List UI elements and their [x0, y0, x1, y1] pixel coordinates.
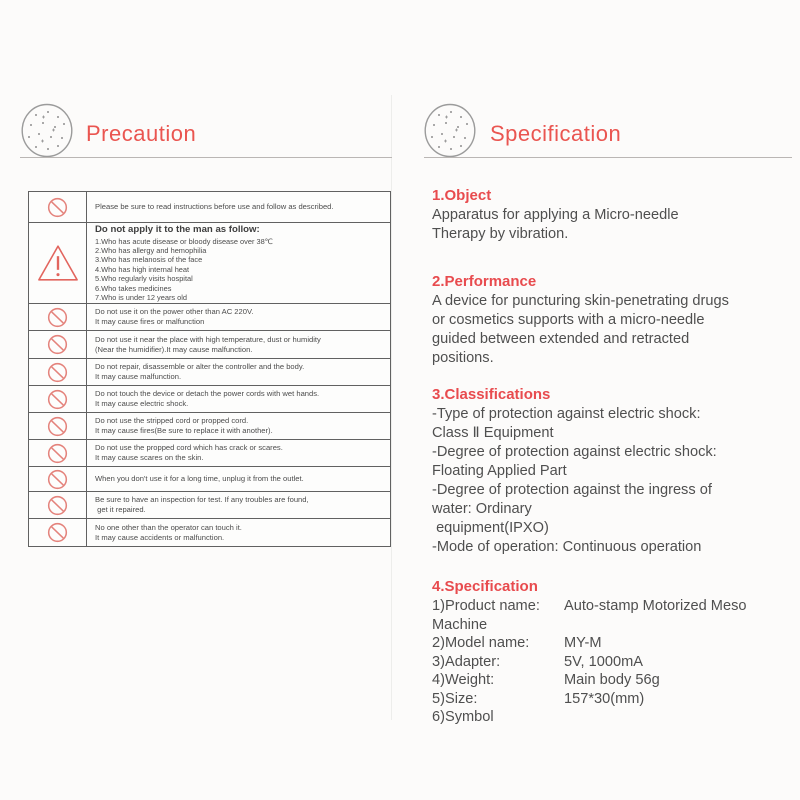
prohibition-icon	[29, 331, 87, 358]
precaution-text: (Near the humidifier).It may cause malfunction.	[95, 344, 253, 354]
table-row	[29, 223, 390, 304]
table-row	[29, 440, 390, 467]
table-row	[29, 492, 390, 519]
spec-label: 5)Size:	[432, 690, 478, 707]
precaution-list-item: 2.Who has allergy and hemophilia	[95, 245, 207, 255]
prohibition-icon	[29, 519, 87, 546]
spec-value: 5V, 1000mA	[564, 653, 643, 670]
section-text: positions.	[432, 350, 494, 366]
spec-label: 1)Product name:	[432, 598, 540, 614]
section-text: A device for puncturing skin-penetrating drugs	[432, 293, 729, 309]
precaution-list-item: 3.Who has melanosis of the face	[95, 255, 203, 265]
section-text: Class Ⅱ Equipment	[432, 425, 554, 441]
specification-header-rule	[424, 157, 792, 158]
spec-item	[432, 653, 784, 672]
spec-item-clipped	[432, 708, 784, 727]
specification-title: Specification	[490, 121, 622, 146]
precaution-text: When you don't use it for a long time, unplug it from the outlet.	[95, 474, 304, 484]
table-row	[29, 331, 390, 359]
prohibition-icon	[29, 467, 87, 491]
section-text: Therapy by vibration.	[432, 226, 569, 242]
precaution-list-item: 5.Who regularly visits hospital	[95, 274, 193, 284]
precaution-list-item: 1.Who has acute disease or bloody disease over 38℃	[95, 236, 273, 246]
prohibition-icon	[29, 359, 87, 385]
section-text: -Type of protection against electric shock:	[432, 406, 701, 422]
section-text: Apparatus for applying a Micro-needle	[432, 207, 679, 223]
table-row	[29, 467, 390, 492]
section-heading-performance: 2.Performance	[432, 273, 537, 290]
prohibition-icon	[29, 304, 87, 330]
dotted-circle-icon	[424, 103, 476, 158]
spec-value: Main body 56g	[564, 672, 660, 688]
section-text: -Mode of operation: Continuous operation	[432, 539, 702, 555]
precaution-text: Do not use the propped cord which has crack or scares.	[95, 443, 283, 453]
table-row	[29, 413, 390, 440]
dotted-circle-icon	[21, 103, 73, 158]
precaution-text: Do not repair, disassemble or alter the controller and the body.	[95, 362, 305, 372]
section-heading-specification: 4.Specification	[432, 578, 538, 595]
precaution-text: get it repaired.	[95, 505, 146, 514]
page-fold-line	[391, 95, 392, 720]
prohibition-icon	[29, 386, 87, 412]
table-row	[29, 192, 390, 223]
precaution-list-item: 4.Who has high internal heat	[95, 264, 190, 274]
precaution-list-item: 6.Who takes medicines	[95, 283, 172, 293]
precaution-text: It may cause fires or malfunction	[95, 317, 205, 326]
section-text: equipment(IPXO)	[432, 520, 549, 536]
spec-item	[432, 671, 784, 690]
precaution-table	[28, 191, 391, 547]
precaution-header-rule	[20, 157, 392, 158]
prohibition-icon	[29, 413, 87, 439]
table-row	[29, 304, 390, 331]
prohibition-icon	[29, 492, 87, 518]
spec-value: Auto-stamp Motorized Meso Machine	[432, 598, 747, 633]
section-text: guided between extended and retracted	[432, 331, 690, 347]
precaution-text: Be sure to have an inspection for test. If any troubles are found,	[95, 495, 309, 505]
precaution-text: It may cause malfunction.	[95, 372, 182, 381]
table-row	[29, 519, 390, 546]
precaution-text: Do not use it on the power other than AC 220V.	[95, 307, 254, 317]
precaution-text: Please be sure to read instructions before use and follow as described.	[95, 202, 334, 212]
section-text: water: Ordinary	[432, 501, 532, 517]
precaution-text: It may cause scares on the skin.	[95, 453, 204, 462]
precaution-text: Do not use it near the place with high temperature, dust or humidity	[95, 334, 321, 344]
specification-column	[432, 180, 796, 725]
precaution-text: It may cause accidents or malfunction.	[95, 532, 225, 542]
spec-item	[432, 597, 784, 634]
warning-icon	[29, 223, 87, 303]
section-text: or cosmetics supports with a micro-needle	[432, 312, 705, 328]
table-row	[29, 359, 390, 386]
precaution-heading: Do not apply it to the man as follow:	[95, 223, 260, 235]
precaution-text: It may cause fires(Be sure to replace it with another).	[95, 426, 273, 435]
precaution-text: It may cause electric shock.	[95, 399, 189, 408]
precaution-text: Do not touch the device or detach the power cords with wet hands.	[95, 389, 320, 399]
precaution-text: No one other than the operator can touch it.	[95, 522, 242, 532]
spec-label: 4)Weight:	[432, 672, 495, 688]
spec-item	[432, 634, 784, 653]
precaution-title: Precaution	[86, 121, 197, 146]
spec-item	[432, 690, 784, 709]
section-text: -Degree of protection against electric shock:	[432, 444, 717, 460]
section-text: Floating Applied Part	[432, 463, 567, 479]
spec-label: 3)Adapter:	[432, 653, 501, 670]
spec-value: MY-M	[564, 635, 602, 651]
table-row	[29, 386, 390, 413]
section-text: -Degree of protection against the ingress of	[432, 482, 712, 498]
precaution-list-item: 7.Who is under 12 years old	[95, 293, 188, 303]
spec-value: 157*30(mm)	[564, 690, 645, 707]
section-heading-classifications: 3.Classifications	[432, 386, 551, 403]
section-heading-object: 1.Object	[432, 187, 492, 204]
spec-label: 6)Symbol	[432, 709, 494, 725]
prohibition-icon	[29, 440, 87, 466]
spec-label: 2)Model name:	[432, 635, 530, 651]
spec-item-list	[432, 597, 784, 727]
precaution-text: Do not use the stripped cord or propped cord.	[95, 416, 249, 426]
prohibition-icon	[29, 192, 87, 222]
